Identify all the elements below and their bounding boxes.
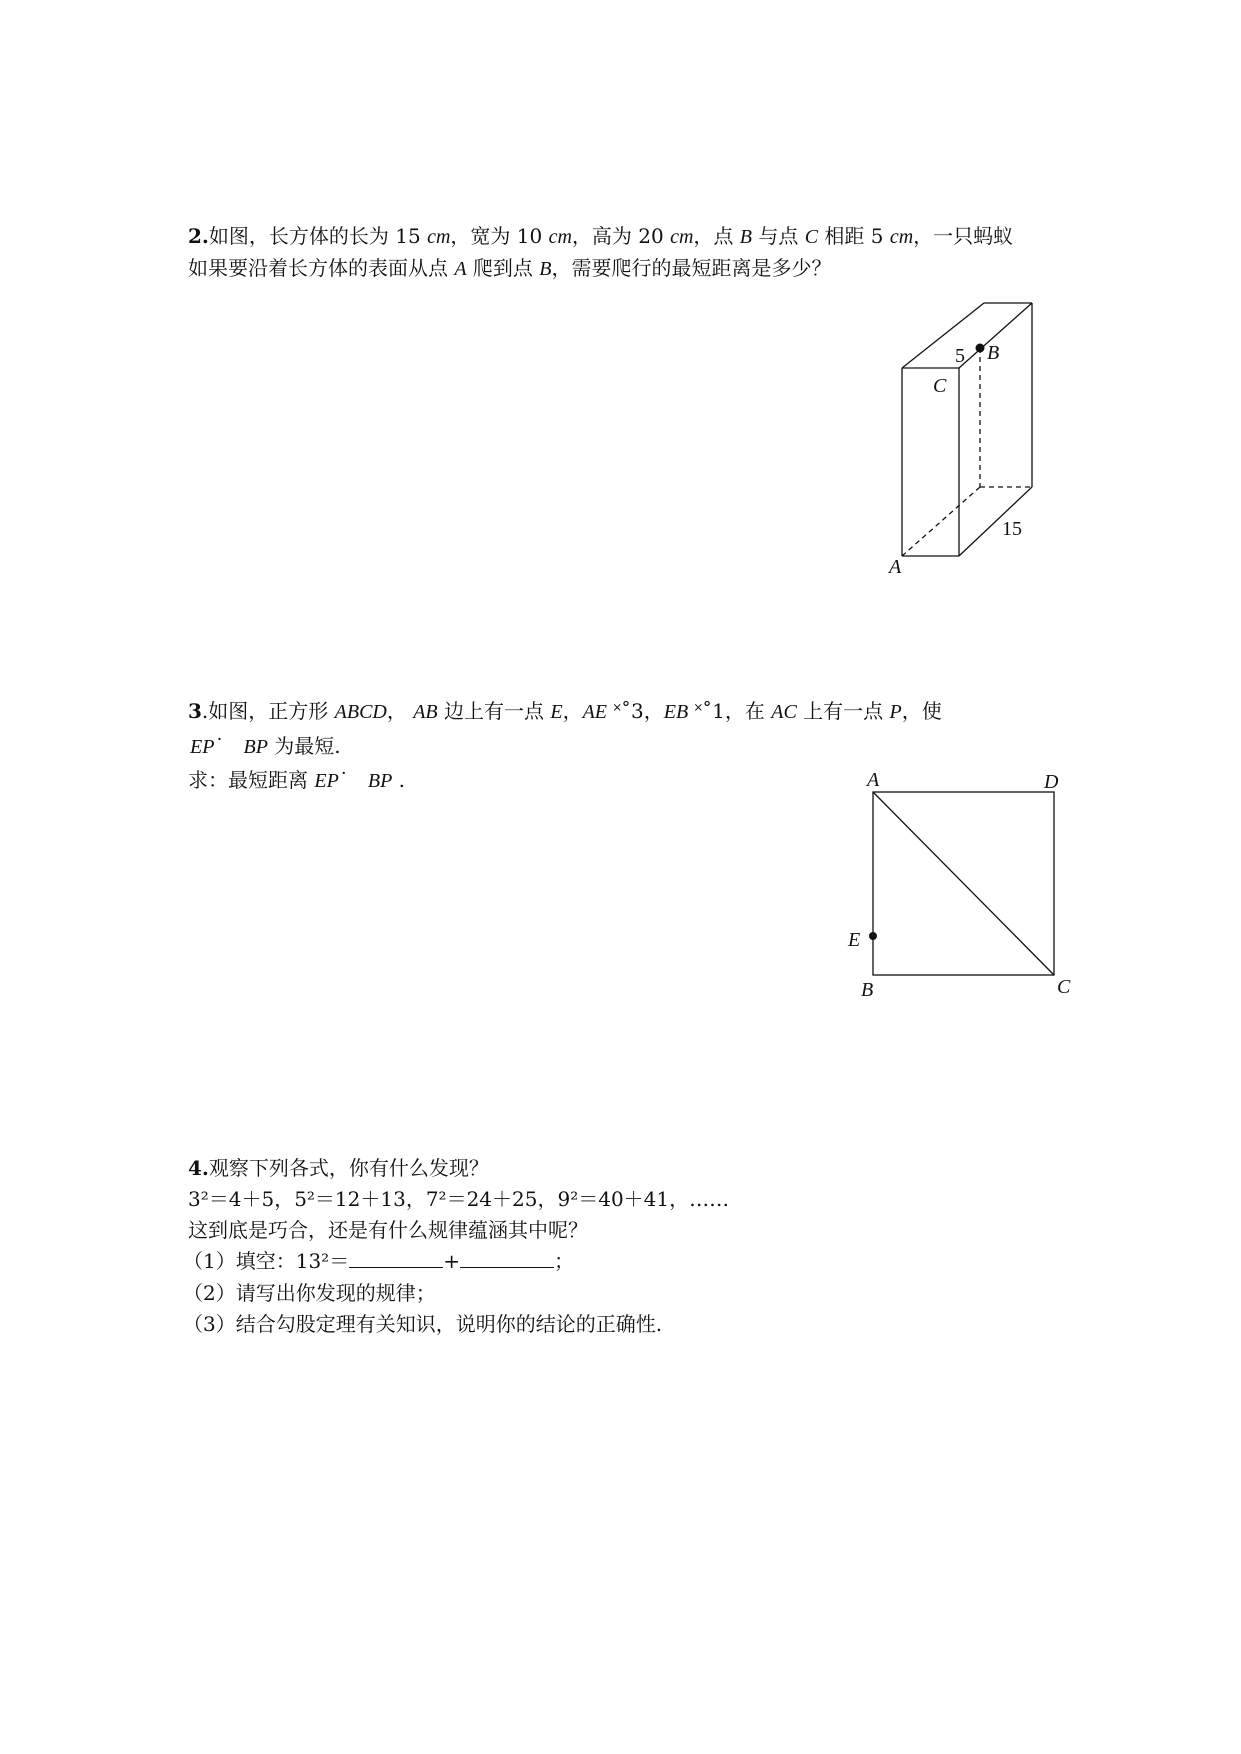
label-5: 5 bbox=[955, 345, 965, 367]
label-15: 15 bbox=[1002, 518, 1022, 540]
q4-number: 4. bbox=[188, 1156, 209, 1180]
q4-line-5: （2）请写出你发现的规律； bbox=[183, 1281, 436, 1305]
square-label-e: E bbox=[848, 929, 861, 951]
point-e-dot bbox=[869, 932, 877, 940]
q4-line-3: 这到底是巧合，还是有什么规律蕴涵其中呢？ bbox=[188, 1218, 588, 1242]
label-c: C bbox=[933, 375, 947, 397]
q2-line-2: 如果要沿着长方体的表面从点 A 爬到点 B，需要爬行的最短距离是多少？ bbox=[188, 256, 832, 280]
q3-line-1: 3.如图，正方形 ABCD， AB 边上有一点 E，AE ˟˚3，EB ˟˚1，在 AC 上有一点 P，使 bbox=[188, 699, 942, 723]
q4-line-4: （1）填空：13²＝ + ； bbox=[183, 1249, 574, 1273]
q3-line-3: 求：最短距离 EP˙ BP . bbox=[188, 768, 406, 792]
square-label-d: D bbox=[1044, 771, 1059, 793]
q4-line-6: （3）结合勾股定理有关知识，说明你的结论的正确性. bbox=[183, 1312, 663, 1336]
square-label-a: A bbox=[867, 769, 880, 791]
q3-line-2: EP˙ BP 为最短. bbox=[190, 734, 341, 758]
square-label-c: C bbox=[1057, 976, 1071, 998]
q2-line-1: 2.如图，长方体的长为 15 cm，宽为 10 cm，高为 20 cm，点 B 与点 C 相距 5 cm，一只蚂蚁 bbox=[188, 224, 1014, 248]
q3-number: 3 bbox=[188, 699, 202, 723]
point-b-dot bbox=[976, 344, 985, 353]
q4-line-1: 4.观察下列各式，你有什么发现？ bbox=[188, 1156, 489, 1180]
q4-line-2: 3²＝4＋5，5²＝12＋13，7²＝24＋25，9²＝40＋41，…… bbox=[188, 1187, 730, 1211]
label-a: A bbox=[889, 556, 902, 578]
square-figure bbox=[873, 792, 1054, 975]
square-label-b: B bbox=[861, 979, 874, 1001]
q2-number: 2. bbox=[188, 224, 209, 248]
label-b: B bbox=[987, 342, 1000, 364]
